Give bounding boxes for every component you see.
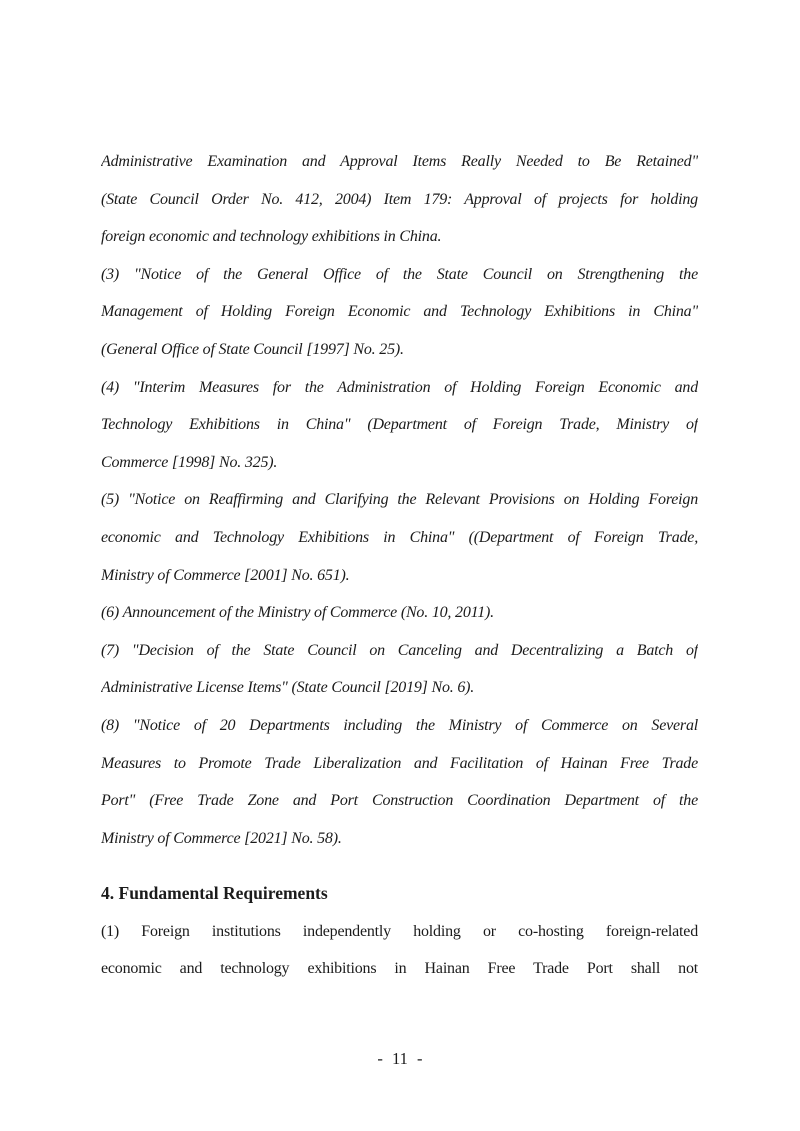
text-line: (8) "Notice of 20 Departments including the Ministry of Commerce on Several bbox=[101, 716, 698, 734]
paragraph-citation-8 bbox=[101, 707, 698, 857]
text-line: (1) Foreign institutions independently holding or co-hosting foreign-related bbox=[101, 922, 698, 940]
paragraph-citation-3 bbox=[101, 256, 698, 369]
paragraph-citation-5 bbox=[101, 481, 698, 594]
page-number: - 11 - bbox=[377, 1049, 423, 1068]
text-line: (6) Announcement of the Ministry of Commerce (No. 10, 2011). bbox=[101, 604, 494, 622]
text-line: Measures to Promote Trade Liberalization and Facilitation of Hainan Free Trade bbox=[101, 754, 698, 772]
text-line: (4) "Interim Measures for the Administration of Holding Foreign Economic and bbox=[101, 378, 698, 396]
paragraph-citation-7 bbox=[101, 632, 698, 707]
text-line: (State Council Order No. 412, 2004) Item 179: Approval of projects for holding bbox=[101, 190, 698, 208]
text-line: Ministry of Commerce [2021] No. 58). bbox=[101, 829, 342, 847]
text-line: Commerce [1998] No. 325). bbox=[101, 453, 278, 471]
paragraph-requirements-1 bbox=[101, 913, 698, 988]
text-line: (3) "Notice of the General Office of the State Council on Strengthening the bbox=[101, 265, 698, 283]
text-line: (5) "Notice on Reaffirming and Clarifying the Relevant Provisions on Holding Foreign bbox=[101, 491, 698, 509]
text-line: Management of Holding Foreign Economic and Technology Exhibitions in China" bbox=[101, 303, 698, 321]
paragraph-citation-4 bbox=[101, 369, 698, 482]
text-line: economic and Technology Exhibitions in China" ((Department of Foreign Trade, bbox=[101, 528, 698, 546]
text-line: foreign economic and technology exhibitions in China. bbox=[101, 228, 442, 246]
text-line: (7) "Decision of the State Council on Canceling and Decentralizing a Batch of bbox=[101, 641, 698, 659]
text-line: Technology Exhibitions in China" (Department of Foreign Trade, Ministry of bbox=[101, 416, 698, 434]
paragraph-citation-6 bbox=[101, 594, 698, 632]
section-heading: 4. Fundamental Requirements bbox=[101, 883, 328, 904]
document-body bbox=[101, 143, 698, 988]
text-line: economic and technology exhibitions in Hainan Free Trade Port shall not bbox=[101, 960, 698, 978]
paragraph-citation-continued bbox=[101, 143, 698, 256]
text-line: Administrative License Items" (State Council [2019] No. 6). bbox=[101, 679, 475, 697]
text-line: (General Office of State Council [1997] No. 25). bbox=[101, 340, 404, 358]
text-line: Administrative Examination and Approval Items Really Needed to Be Retained" bbox=[101, 153, 698, 170]
text-line: Ministry of Commerce [2001] No. 651). bbox=[101, 566, 350, 584]
page-footer bbox=[0, 1047, 800, 1071]
text-line: Port" (Free Trade Zone and Port Construction Coordination Department of the bbox=[101, 792, 698, 810]
